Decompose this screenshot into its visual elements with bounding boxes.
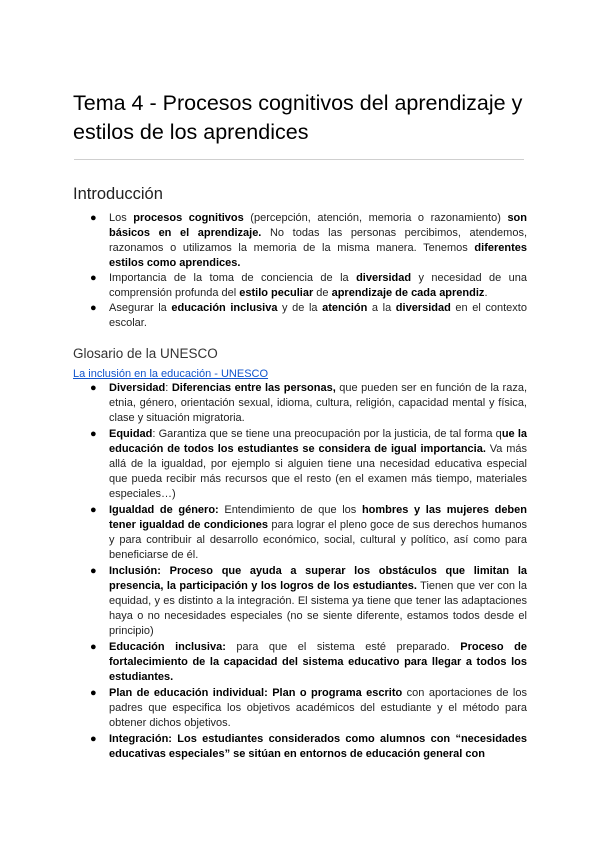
intro-list-item: [90, 211, 527, 271]
body-text: No todas las personas percibimos, atendemos, razonamos o utilizamos la memoria de la misma manera. Tenemos: [109, 227, 527, 254]
body-text: y de la: [277, 302, 323, 314]
page-title: Tema 4 - Procesos cognitivos del aprendizaje y estilos de los aprendices: [73, 91, 523, 144]
title-divider: [74, 159, 524, 160]
bullet-icon: ●: [90, 428, 97, 440]
bold-text: educación inclusiva: [171, 302, 278, 314]
bold-text: son básicos en el aprendizaje.: [109, 212, 527, 239]
body-text: con aportaciones de los padres que especifica los objetivos académicos del estudiante y el método para obtener dichos objetivos.: [109, 687, 527, 729]
bullet-icon: ●: [90, 641, 97, 653]
bold-text: diversidad: [395, 302, 451, 314]
bold-text: hombres y las mujeres deben tener igualdad de condiciones: [109, 504, 527, 531]
bold-text: diversidad: [356, 272, 412, 284]
bold-text: Integración: Los estudiantes considerados como alumnos con “necesidades educativas especiales” se sitúan en entornos de educación general con: [109, 733, 527, 760]
bold-text: diferentes estilos como aprendices.: [109, 242, 527, 269]
glossary-list-item: [90, 640, 527, 685]
bold-text: Igualdad de género:: [109, 504, 219, 516]
glossary-list-item: [90, 381, 527, 426]
section-heading-glossary: Glosario de la UNESCO: [73, 346, 218, 361]
bold-text: Diversidad: [109, 382, 166, 394]
bullet-icon: ●: [90, 272, 97, 284]
bold-text: Plan de educación individual: Plan o programa escrito: [109, 687, 403, 699]
body-text: Va más allá de la igualdad, por ejemplo si alguien tiene una necesidad educativa especial que pueda recibir más recursos que el resto (en el examen más tiempo, materiales especiales…): [109, 443, 527, 500]
glossary-list: [90, 381, 527, 763]
bullet-icon: ●: [90, 382, 97, 394]
intro-list-item: [90, 271, 527, 301]
bullet-icon: ●: [90, 504, 97, 516]
glossary-list-item: [90, 564, 527, 639]
body-text: de: [313, 287, 332, 299]
bold-text: Equidad: [109, 428, 153, 440]
bullet-icon: ●: [90, 302, 97, 314]
bullet-icon: ●: [90, 687, 97, 699]
body-text: en el contexto escolar.: [109, 302, 527, 329]
bold-text: aprendizaje de cada aprendiz: [331, 287, 485, 299]
glossary-list-item: [90, 427, 527, 502]
intro-list-item: [90, 301, 527, 331]
bold-text: ue la educación de todos los estudiantes se considera de igual importancia.: [109, 428, 527, 455]
body-text: (percepción, atención, memoria o razonamiento): [243, 212, 508, 224]
glossary-list-item: [90, 732, 527, 762]
section-heading-intro: Introducción: [73, 185, 163, 203]
bold-text: estilo peculiar: [239, 287, 314, 299]
bold-text: Educación inclusiva:: [109, 641, 226, 653]
body-text: a la: [367, 302, 396, 314]
body-text: :: [165, 382, 172, 394]
bold-text: atención: [322, 302, 368, 314]
body-text: Importancia de la toma de conciencia de la: [109, 272, 357, 284]
glossary-list-item: [90, 686, 527, 731]
bold-text: procesos cognitivos: [133, 212, 244, 224]
unesco-link[interactable]: La inclusión en la educación - UNESCO: [73, 368, 269, 380]
body-text: que pueden ser en función de la raza, etnia, género, orientación sexual, idioma, cultura, religión, capacidad mental y física, clase y situación migratoria.: [109, 382, 528, 424]
body-text: y necesidad de una comprensión profunda del: [109, 272, 527, 299]
glossary-list-item: [90, 503, 527, 563]
body-text: Tienen que ver con la equidad, y es distinto a la integración. El sistema ya tiene que tener las adaptaciones haya o no necesidades especiales (no se siente diferente, estamos todos desde el principio): [109, 580, 527, 637]
body-text: para que el sistema esté preparado.: [225, 641, 461, 653]
bold-text: Proceso de fortalecimiento de la capacidad del sistema educativo para llegar a todos los estudiantes.: [109, 641, 527, 683]
bold-text: Inclusión: Proceso que ayuda a superar los obstáculos que limitan la presencia, la participación y los logros de los estudiantes.: [109, 565, 527, 592]
bullet-icon: ●: [90, 565, 97, 577]
body-text: Entendimiento de que los: [218, 504, 362, 516]
body-text: : Garantiza que se tiene una preocupación por la justicia, de tal forma q: [152, 428, 502, 440]
body-text: para lograr el pleno goce de sus derechos humanos y para contribuir al desarrollo económico, social, cultural y político, así como para beneficiarse de él.: [109, 519, 527, 561]
body-text: Asegurar la: [109, 302, 172, 314]
bullet-icon: ●: [90, 733, 97, 745]
bold-text: Diferencias entre las personas,: [171, 382, 336, 394]
intro-list: [90, 211, 527, 331]
body-text: .: [484, 287, 488, 299]
bullet-icon: ●: [90, 212, 97, 224]
body-text: Los: [109, 212, 134, 224]
